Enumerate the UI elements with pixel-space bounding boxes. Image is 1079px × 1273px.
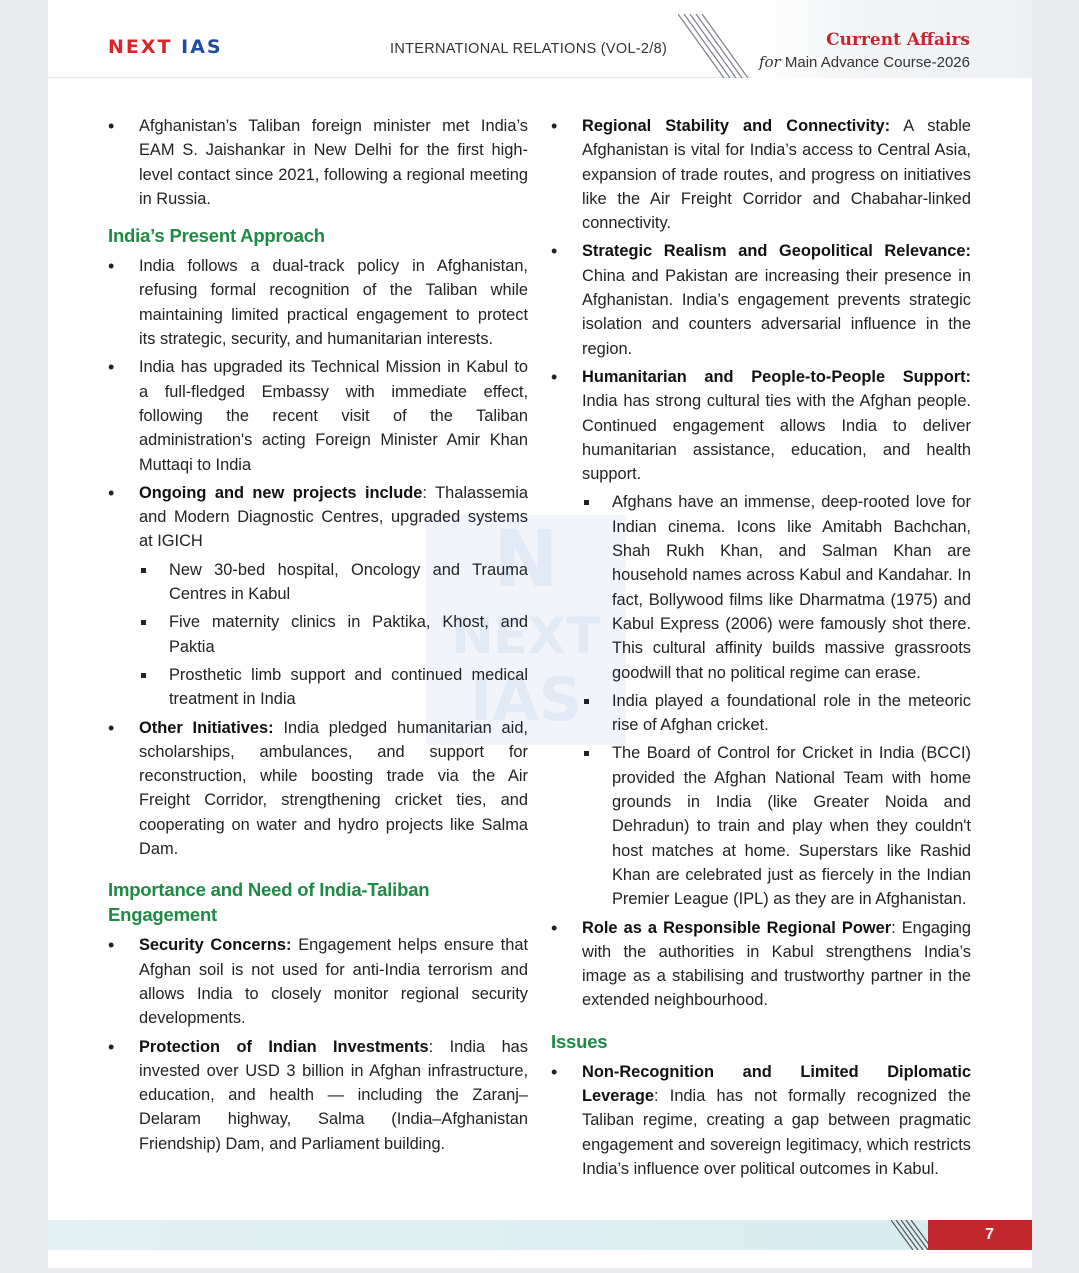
- bullet-paragraph: • India has upgraded its Technical Mission in Kabul to a full-fledged Embassy with immediate effect, following the recent visit of the Taliban administration's acting Foreign Minister Amir Khan Muttaqi to India: [108, 355, 528, 476]
- section-heading: Importance and Need of India-Taliban Engagement: [108, 879, 430, 926]
- sub-bullet: Prosthetic limb support and continued medical treatment in India: [108, 663, 528, 712]
- logo-text-ias: IAS: [181, 36, 223, 58]
- sub-bullet: The Board of Control for Cricket in India (BCCI) provided the Afghan National Team with home grounds in India (like Greater Noida and Dehradun) to train and play when they couldn't host matches at home. Superstars like Rashid Khan are celebrated just as fiercely in the Indian Premier League (IPL) as they are in Afghanistan.: [551, 741, 971, 911]
- page-header: [48, 0, 1032, 78]
- bullet-paragraph: • Ongoing and new projects include: Thalassemia and Modern Diagnostic Centres, upgraded systems at IGICH: [108, 481, 528, 554]
- sub-bullet: India played a foundational role in the meteoric rise of Afghan cricket.: [551, 689, 971, 738]
- page-number: 7: [928, 1220, 1032, 1250]
- sub-bullet: Five maternity clinics in Paktika, Khost, and Paktia: [108, 610, 528, 659]
- logo-text-next: NEXT: [108, 36, 173, 58]
- bullet-paragraph: • Regional Stability and Connectivity: A stable Afghanistan is vital for India’s access to Central Asia, expansion of trade routes, and progress on initiatives like the Air Freight Corridor and Chabahar-linked connectivity.: [551, 114, 971, 235]
- bullet-paragraph: • Other Initiatives: India pledged humanitarian aid, scholarships, ambulances, and support for reconstruction, while boosting trade via the Air Freight Corridor, strengthening cricket ties, and cooperating on water and hydro projects like Salma Dam.: [108, 716, 528, 862]
- sub-bullet: New 30-bed hospital, Oncology and Trauma Centres in Kabul: [108, 558, 528, 607]
- brand-title: Current Affairs: [826, 30, 970, 50]
- page-footer: [48, 1220, 1032, 1250]
- bullet-paragraph: • Role as a Responsible Regional Power: Engaging with the authorities in Kabul strengthens India’s image as a stabilising and trustworthy partner in the extended neighbourhood.: [551, 916, 971, 1013]
- left-column: [108, 114, 528, 1160]
- bullet-paragraph: • Security Concerns: Engagement helps ensure that Afghan soil is not used for anti-India terrorism and allows India to closely monitor regional security developments.: [108, 933, 528, 1030]
- bullet-paragraph: • Afghanistan’s Taliban foreign minister met India’s EAM S. Jaishankar in New Delhi for the first high-level contact since 2021, following a regional meeting in Russia.: [108, 114, 528, 211]
- brand-subtitle: for Main Advance Course-2026: [758, 53, 970, 71]
- bullet-paragraph: • Non-Recognition and Limited Diplomatic Leverage: India has not formally recognized the Taliban regime, creating a gap between pragmatic engagement and sovereign legitimacy, which restricts India’s influence over political outcomes in Kabul.: [551, 1060, 971, 1181]
- next-ias-logo: [108, 36, 223, 58]
- section-heading: Issues: [551, 1030, 608, 1052]
- document-page: [48, 0, 1032, 1268]
- header-title: INTERNATIONAL RELATIONS (VOL-2/8): [390, 41, 668, 57]
- section-heading: India’s Present Approach: [108, 225, 325, 247]
- bullet-paragraph: • India follows a dual-track policy in Afghanistan, refusing formal recognition of the Taliban while maintaining limited practical engagement to protect its strategic, security, and humanitarian interests.: [108, 254, 528, 351]
- watermark-logo: N NEXT IAS: [426, 515, 626, 745]
- bullet-paragraph: • Humanitarian and People-to-People Support: India has strong cultural ties with the Afghan people. Continued engagement allows India to deliver humanitarian assistance, education, and health support.: [551, 365, 971, 486]
- right-column: [551, 114, 971, 1185]
- header-stripes-icon: [678, 14, 748, 78]
- sub-bullet: Afghans have an immense, deep-rooted love for Indian cinema. Icons like Amitabh Bachchan, Shah Rukh Khan, and Salman Khan are household names across Kabul and Kandahar. In fact, Bollywood films like Dharmatma (1975) and Kabul Express (2006) were famously shot there. This cultural affinity builds massive grassroots goodwill that no political regime can erase.: [551, 490, 971, 684]
- bullet-paragraph: • Strategic Realism and Geopolitical Relevance: China and Pakistan are increasing their presence in Afghanistan. India’s engagement prevents strategic isolation and counters adversarial influence in the region.: [551, 239, 971, 360]
- bullet-paragraph: • Protection of Indian Investments: India has invested over USD 3 billion in Afghan infrastructure, education, and health — including the Zaranj–Delaram highway, Salma (India–Afghanistan Friendship) Dam, and Parliament building.: [108, 1035, 528, 1156]
